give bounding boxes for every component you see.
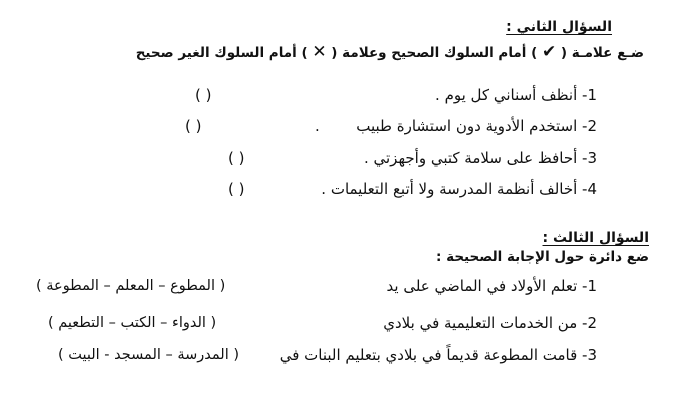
q3-item-1-text: 1- تعلم الأولاد في الماضي على يد <box>386 277 597 295</box>
q3-item-2-text: 2- من الخدمات التعليمية في بلادي <box>383 314 597 332</box>
question-3-title: السؤال الثالث : <box>542 230 649 246</box>
check-mark-icon: ✔ <box>541 42 557 62</box>
q3-item-2-options[interactable]: ( الدواء – الكتب – التطعيم ) <box>48 315 217 331</box>
q2-item-1-answer-box[interactable]: ( ) <box>195 86 212 104</box>
q2-item-4-answer-box[interactable]: ( ) <box>228 180 245 198</box>
question-2-instruction <box>136 42 644 63</box>
q3-item-1-options[interactable]: ( المطوع – المعلم – المطوعة ) <box>36 278 226 294</box>
q2-item-2-answer-box[interactable]: ( ) <box>185 117 202 135</box>
q2-item-3-answer-box[interactable]: ( ) <box>228 149 245 167</box>
q2-item-2-dot: . <box>315 117 320 135</box>
q3-item-3-options[interactable]: ( المدرسة – المسجد - البيت ) <box>58 347 239 363</box>
instruction-part-3: ) أمام السلوك الغير صحيح <box>135 45 308 61</box>
q2-item-2-text: 2- استخدم الأدوية دون استشارة طبيب <box>356 117 597 135</box>
q2-item-1-text: 1- أنظف أسناني كل يوم . <box>435 86 597 104</box>
instruction-part-2: ) أمام السلوك الصحيح وعلامة ( <box>331 45 538 61</box>
question-3-instruction: ضع دائرة حول الإجابة الصحيحة : <box>436 249 649 265</box>
instruction-part-1: ضـع علامـة ( <box>560 45 644 61</box>
cross-mark-icon: ✕ <box>312 42 327 62</box>
q3-item-3-text: 3- قامت المطوعة قديماً في بلادي بتعليم البنات في <box>279 346 597 364</box>
question-2-title: السؤال الثاني : <box>506 19 612 35</box>
q2-item-3-text: 3- أحافظ على سلامة كتبي وأجهزتي . <box>363 149 597 167</box>
q2-item-4-text: 4- أخالف أنظمة المدرسة ولا أتبع التعليمات . <box>321 180 597 198</box>
